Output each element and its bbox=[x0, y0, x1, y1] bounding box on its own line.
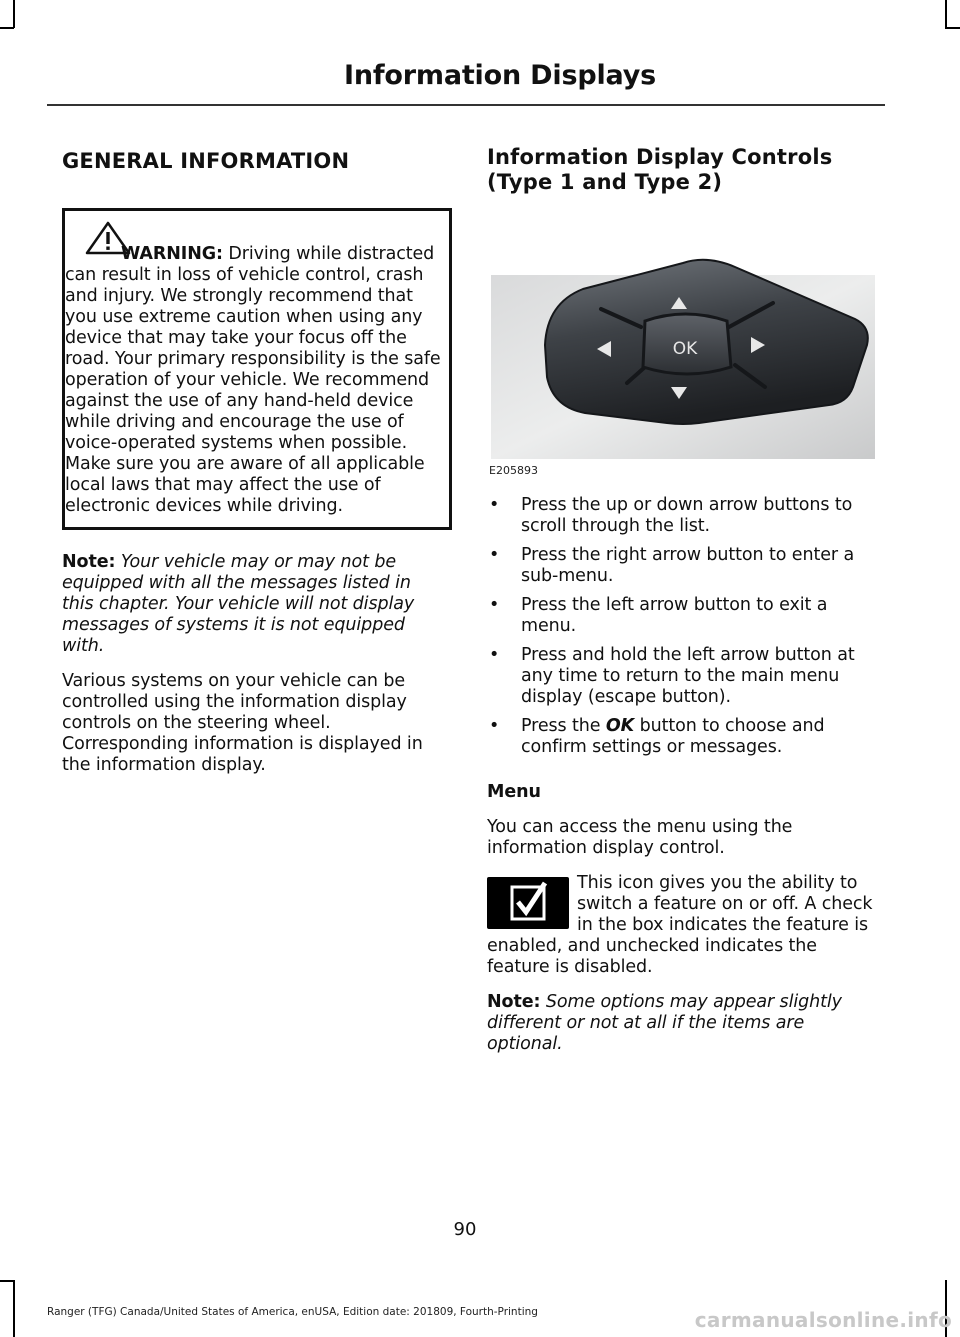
page-header-title: Information Displays bbox=[344, 60, 656, 91]
ok-button-label: OK bbox=[672, 339, 698, 359]
steering-wheel-controls-figure bbox=[487, 217, 883, 479]
note-label: Note: bbox=[62, 552, 116, 572]
note-body: Your vehicle may or may not be equipped with all the messages listed in this chapter. Your vehicle will not display messages of systems it is not equipped with. bbox=[62, 552, 415, 656]
right-column bbox=[487, 145, 883, 1055]
section-title-general-information: GENERAL INFORMATION bbox=[62, 149, 350, 173]
crop-mark bbox=[945, 0, 947, 28]
crop-mark bbox=[0, 27, 14, 29]
checkbox-icon-block bbox=[487, 873, 883, 978]
control-pad-illustration bbox=[487, 217, 883, 479]
checkbox-check-icon bbox=[487, 877, 569, 929]
header-rule bbox=[47, 104, 885, 106]
note-label: Note: bbox=[487, 992, 541, 1012]
warning-label: WARNING: bbox=[121, 244, 223, 264]
page-number: 90 bbox=[453, 1219, 477, 1240]
controls-list bbox=[487, 495, 883, 758]
crop-mark bbox=[945, 27, 960, 29]
left-column bbox=[62, 145, 446, 776]
warning-box bbox=[62, 208, 452, 530]
figure-label: E205893 bbox=[489, 464, 538, 477]
bullet: • bbox=[489, 645, 500, 665]
note-options bbox=[487, 992, 883, 1055]
ok-emphasis: OK bbox=[605, 716, 635, 736]
watermark: carmanualsonline.info bbox=[694, 1308, 952, 1332]
menu-paragraph: You can access the menu using the information display control. bbox=[487, 817, 793, 858]
crop-mark bbox=[13, 0, 15, 28]
crop-mark bbox=[13, 1280, 15, 1337]
paragraph-controls: Various systems on your vehicle can be controlled using the information display controls on the steering wheel. Corresponding information is displayed in the information display. bbox=[62, 671, 423, 775]
bullet: • bbox=[489, 716, 500, 736]
section-title-display-controls: Information Display Controls (Type 1 and Type 2) bbox=[487, 145, 833, 194]
checkbox-icon bbox=[487, 877, 569, 929]
footer-edition: Ranger (TFG) Canada/United States of America, enUSA, Edition date: 201809, Fourth-Printing bbox=[47, 1306, 538, 1318]
crop-mark bbox=[0, 1280, 14, 1282]
note-body: Some options may appear slightly different or not at all if the items are optional. bbox=[487, 992, 842, 1054]
menu-heading: Menu bbox=[487, 782, 541, 802]
note-messages bbox=[62, 552, 446, 657]
bullet: • bbox=[489, 495, 500, 515]
list-item: • Press the up or down arrow buttons to scroll through the list. bbox=[489, 495, 853, 536]
warning-body: Driving while distracted can result in loss of vehicle control, crash and injury. We strongly recommend that you use extreme caution when using any device that may take your focus off the road. Your primary responsibility is the safe operation of your vehicle. We recommend against the use of any hand-held device while driving and encourage the use of voice-operated systems when possible. Make sure you are aware of all applicable local laws that may affect the use of electronic devices while driving. bbox=[65, 244, 441, 516]
list-item: • Press the OK button to choose and confirm settings or messages. bbox=[489, 716, 825, 757]
warning-triangle-icon bbox=[85, 221, 131, 255]
checkbox-icon-description: This icon gives you the ability to switch a feature on or off. A check in the box indicates the feature is enabled, and unchecked indicates the feature is disabled. bbox=[487, 873, 873, 977]
bullet: • bbox=[489, 595, 500, 615]
list-item: • Press the right arrow button to enter a sub-menu. bbox=[489, 545, 855, 586]
bullet: • bbox=[489, 545, 500, 565]
list-item: • Press and hold the left arrow button at any time to return to the main menu display (escape button). bbox=[489, 645, 855, 707]
warning-text bbox=[65, 221, 441, 517]
list-item: • Press the left arrow button to exit a menu. bbox=[489, 595, 828, 636]
